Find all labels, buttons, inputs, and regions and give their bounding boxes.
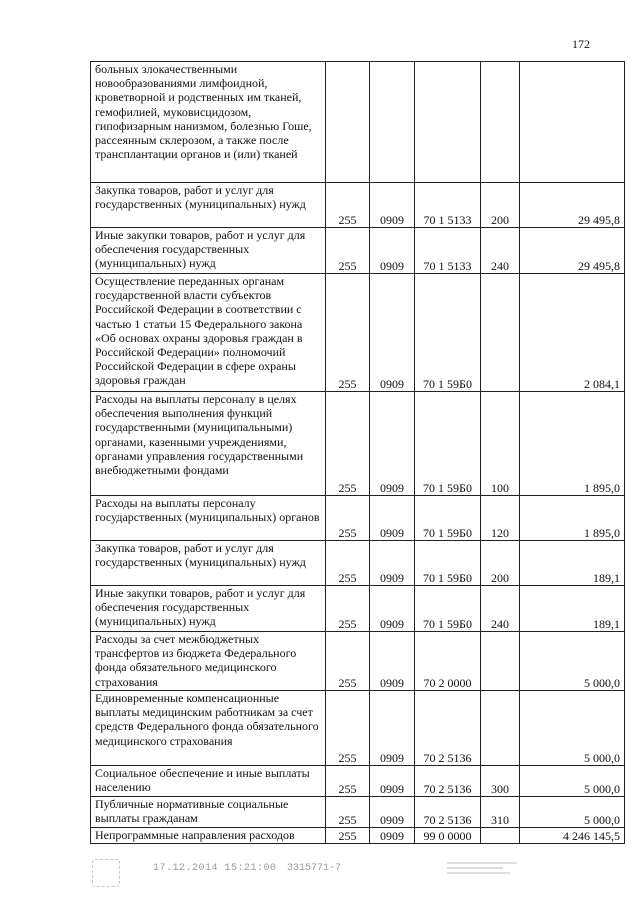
- row-razdel: 0909: [370, 392, 415, 496]
- row-sum: 1 895,0: [520, 392, 625, 496]
- row-razdel: 0909: [370, 496, 415, 541]
- budget-table: [90, 61, 625, 844]
- row-csr: [415, 62, 481, 183]
- row-sum: 2 084,1: [520, 274, 625, 392]
- row-vr: 120: [481, 496, 520, 541]
- row-ved: 255: [326, 828, 370, 844]
- table-row: [91, 586, 625, 632]
- row-ved: [326, 62, 370, 183]
- table-row: [91, 691, 625, 766]
- row-vr: 240: [481, 228, 520, 274]
- row-csr: 70 2 0000: [415, 632, 481, 691]
- footer-datetime: 17.12.2014 15:21:00: [153, 863, 277, 874]
- row-ved: 255: [326, 632, 370, 691]
- row-sum: 5 000,0: [520, 797, 625, 828]
- row-vr: [481, 632, 520, 691]
- row-name: Расходы на выплаты персоналу в целях обеспечения выполнения функций государственными (муниципальными) органами, казенными учреждениями, органами управления государственными внебюджетными фондами: [91, 392, 326, 496]
- table-row: [91, 392, 625, 496]
- page-footer: [0, 853, 640, 893]
- row-name: Расходы на выплаты персоналу государственных (муниципальных) органов: [91, 496, 326, 541]
- row-vr: 310: [481, 797, 520, 828]
- row-name: Иные закупки товаров, работ и услуг для обеспечения государственных (муниципальных) нужд: [91, 586, 326, 632]
- table-row: [91, 541, 625, 586]
- row-csr: 70 2 5136: [415, 797, 481, 828]
- row-csr: 70 1 5133: [415, 228, 481, 274]
- row-csr: 70 1 59Б0: [415, 541, 481, 586]
- row-name: больных злокачественными новообразованиями лимфоидной, кроветворной и родственных им тканей, гемофилией, муковисцидозом, гипофизарным нанизмом, болезнью Гоше, рассеянным склерозом, а также после трансплантации органов и (или) тканей: [91, 62, 326, 183]
- row-razdel: 0909: [370, 228, 415, 274]
- row-name: Публичные нормативные социальные выплаты гражданам: [91, 797, 326, 828]
- row-vr: [481, 62, 520, 183]
- row-sum: 1 895,0: [520, 496, 625, 541]
- row-ved: 255: [326, 228, 370, 274]
- row-razdel: 0909: [370, 274, 415, 392]
- row-razdel: [370, 62, 415, 183]
- row-csr: 70 1 59Б0: [415, 392, 481, 496]
- row-name: Осуществление переданных органам государственной власти субъектов Российской Федерации в соответствии с частью 1 статьи 15 Федерального закона «Об основах охраны здоровья граждан в Российской Федерации» полномочий Российской Федерации в сфере охраны здоровья граждан: [91, 274, 326, 392]
- row-name: Иные закупки товаров, работ и услуг для обеспечения государственных (муниципальных) нужд: [91, 228, 326, 274]
- row-sum: 189,1: [520, 586, 625, 632]
- table-row: [91, 496, 625, 541]
- table-row: [91, 766, 625, 797]
- row-csr: 70 1 5133: [415, 183, 481, 228]
- row-sum: 5 000,0: [520, 766, 625, 797]
- row-name: Социальное обеспечение и иные выплаты населению: [91, 766, 326, 797]
- row-csr: 70 2 5136: [415, 691, 481, 766]
- row-sum: 189,1: [520, 541, 625, 586]
- row-ved: 255: [326, 586, 370, 632]
- row-ved: 255: [326, 541, 370, 586]
- row-name: Закупка товаров, работ и услуг для государственных (муниципальных) нужд: [91, 541, 326, 586]
- row-csr: 99 0 0000: [415, 828, 481, 844]
- row-vr: [481, 274, 520, 392]
- row-ved: 255: [326, 183, 370, 228]
- row-vr: [481, 828, 520, 844]
- row-razdel: 0909: [370, 541, 415, 586]
- footer-document-code: 3315771-7: [287, 863, 342, 874]
- page-number: 172: [572, 37, 590, 51]
- row-vr: 100: [481, 392, 520, 496]
- row-razdel: 0909: [370, 691, 415, 766]
- row-ved: 255: [326, 797, 370, 828]
- row-name: Расходы за счет межбюджетных трансфертов из бюджета Федерального фонда обязательного медицинского страхования: [91, 632, 326, 691]
- row-razdel: 0909: [370, 632, 415, 691]
- table-row: [91, 828, 625, 844]
- row-razdel: 0909: [370, 828, 415, 844]
- barcode-stamp: [92, 859, 120, 887]
- row-vr: 300: [481, 766, 520, 797]
- row-razdel: 0909: [370, 797, 415, 828]
- table-row: [91, 228, 625, 274]
- row-razdel: 0909: [370, 586, 415, 632]
- row-ved: 255: [326, 392, 370, 496]
- row-sum: 29 495,8: [520, 228, 625, 274]
- faded-signature-mark: [447, 859, 517, 881]
- table-row: [91, 797, 625, 828]
- row-sum: [520, 62, 625, 183]
- row-vr: 200: [481, 541, 520, 586]
- row-csr: 70 2 5136: [415, 766, 481, 797]
- row-ved: 255: [326, 274, 370, 392]
- row-vr: 240: [481, 586, 520, 632]
- row-name: Непрограммные направления расходов: [91, 828, 326, 844]
- row-ved: 255: [326, 691, 370, 766]
- row-csr: 70 1 59Б0: [415, 496, 481, 541]
- row-razdel: 0909: [370, 766, 415, 797]
- row-vr: 200: [481, 183, 520, 228]
- table-row: [91, 183, 625, 228]
- row-csr: 70 1 59Б0: [415, 586, 481, 632]
- row-sum: 5 000,0: [520, 632, 625, 691]
- row-csr: 70 1 59Б0: [415, 274, 481, 392]
- row-name: Единовременные компенсационные выплаты медицинским работникам за счет средств Федерального фонда обязательного медицинского страхования: [91, 691, 326, 766]
- table-row: [91, 632, 625, 691]
- row-sum: 29 495,8: [520, 183, 625, 228]
- table-row: [91, 62, 625, 183]
- row-ved: 255: [326, 766, 370, 797]
- row-vr: [481, 691, 520, 766]
- row-sum: 4 246 145,5: [520, 828, 625, 844]
- table-row: [91, 274, 625, 392]
- row-sum: 5 000,0: [520, 691, 625, 766]
- row-ved: 255: [326, 496, 370, 541]
- row-razdel: 0909: [370, 183, 415, 228]
- row-name: Закупка товаров, работ и услуг для государственных (муниципальных) нужд: [91, 183, 326, 228]
